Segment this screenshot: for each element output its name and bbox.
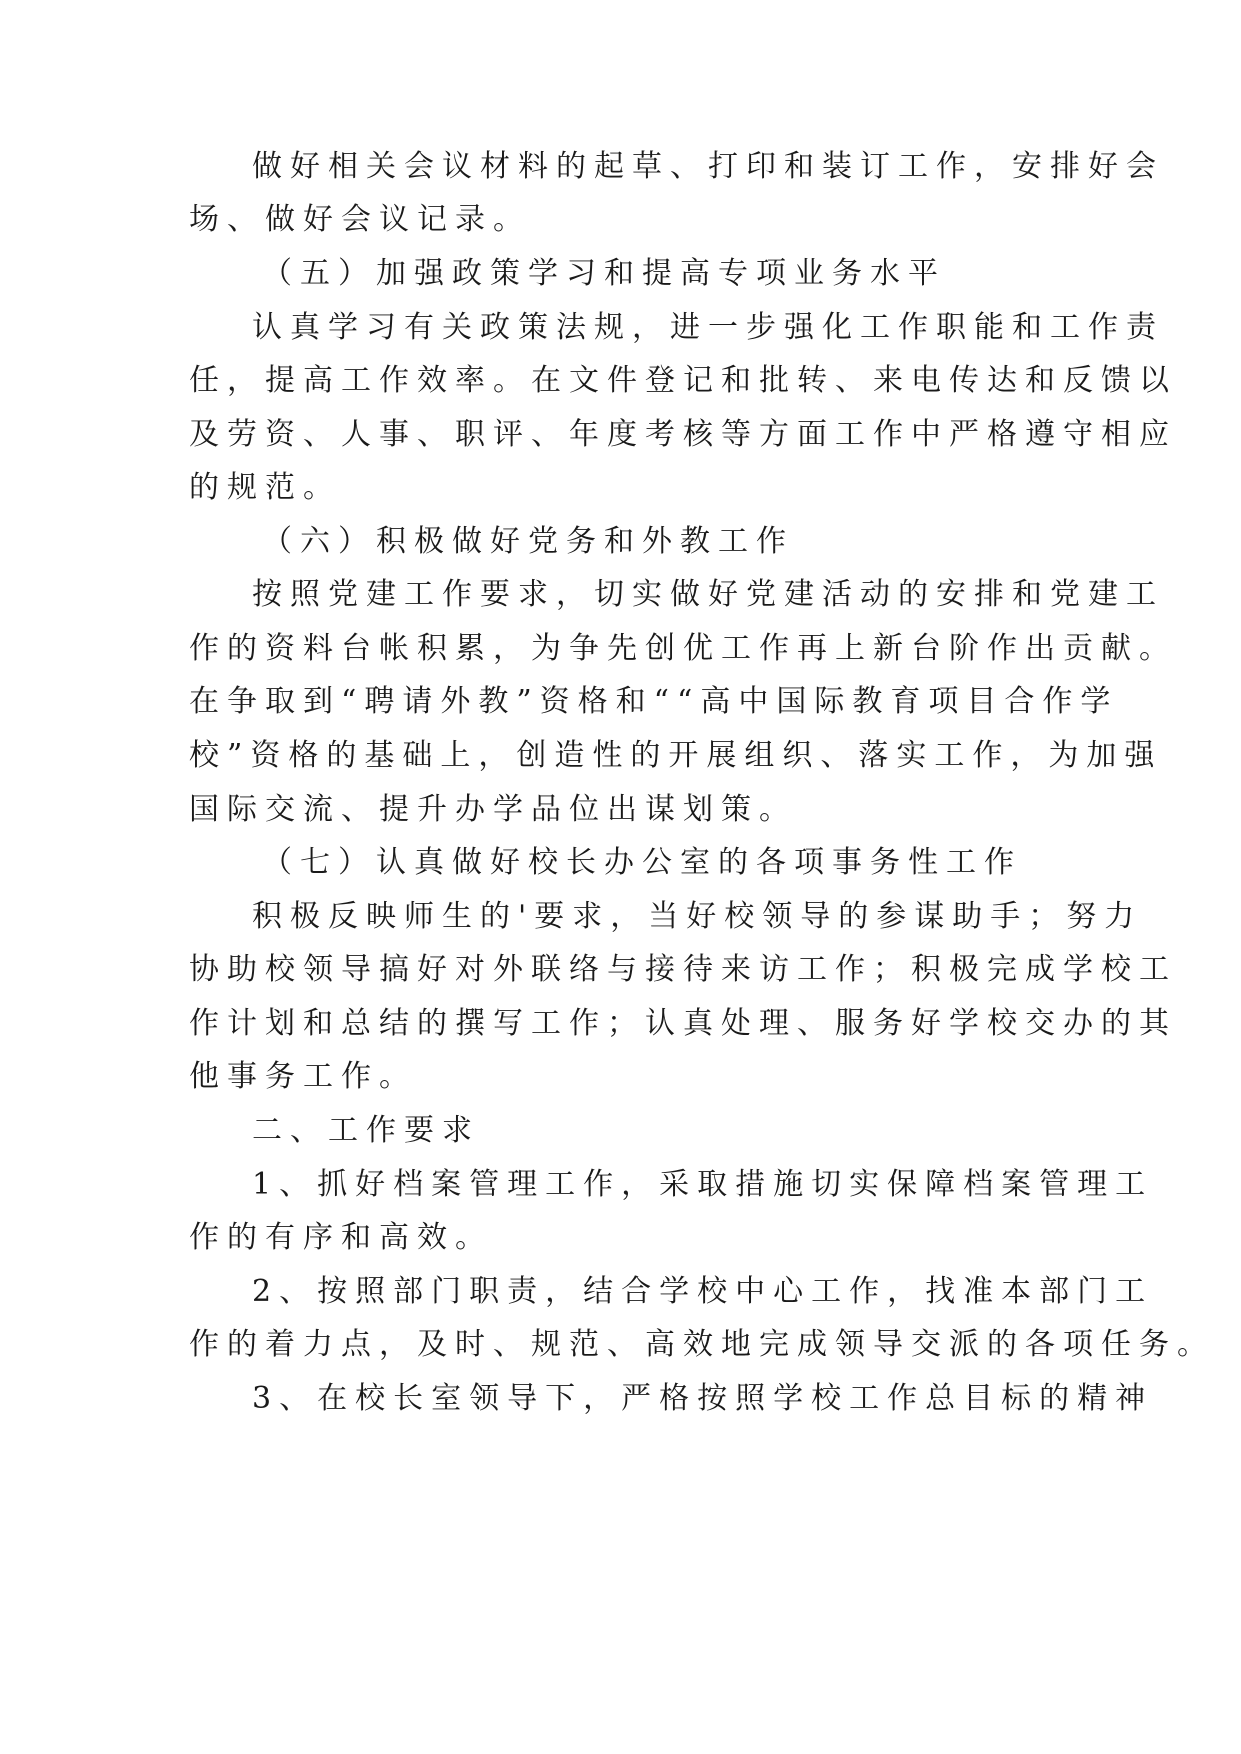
paragraph-line: 在争取到“聘请外教”资格和““高中国际教育项目合作学 (189, 684, 1119, 719)
paragraph-line: 2、按照部门职责，结合学校中心工作，找准本部门工 (252, 1274, 1154, 1309)
section-heading: （六）积极做好党务和外教工作 (262, 524, 794, 559)
paragraph-line: 作计划和总结的撰写工作；认真处理、服务好学校交办的其 (189, 1006, 1177, 1041)
paragraph-line: 按照党建工作要求，切实做好党建活动的安排和党建工 (252, 577, 1164, 612)
section-heading: 二、工作要求 (252, 1113, 480, 1148)
paragraph-line: 的规范。 (189, 470, 341, 505)
section-heading: （七）认真做好校长办公室的各项事务性工作 (262, 845, 1022, 880)
paragraph-line: 校”资格的基础上，创造性的开展组织、落实工作，为加强 (189, 738, 1163, 773)
paragraph-line: 国际交流、提升办学品位出谋划策。 (189, 792, 797, 827)
paragraph-line: 作的资料台帐积累，为争先创优工作再上新台阶作出贡献。 (189, 631, 1177, 666)
paragraph-line: 3、在校长室领导下，严格按照学校工作总目标的精神 (252, 1381, 1154, 1416)
paragraph-line: 任，提高工作效率。在文件登记和批转、来电传达和反馈以 (189, 363, 1177, 398)
section-heading: （五）加强政策学习和提高专项业务水平 (262, 256, 946, 291)
paragraph-line: 做好相关会议材料的起草、打印和装订工作，安排好会 (252, 149, 1164, 184)
paragraph-line: 1、抓好档案管理工作，采取措施切实保障档案管理工 (252, 1167, 1154, 1202)
paragraph-line: 他事务工作。 (189, 1059, 417, 1094)
paragraph-line: 及劳资、人事、职评、年度考核等方面工作中严格遵守相应 (189, 417, 1177, 452)
paragraph-line: 认真学习有关政策法规，进一步强化工作职能和工作责 (252, 310, 1164, 345)
paragraph-line: 积极反映师生的'要求，当好校领导的参谋助手；努力 (252, 899, 1143, 934)
paragraph-line: 作的有序和高效。 (189, 1220, 493, 1255)
paragraph-line: 作的着力点，及时、规范、高效地完成领导交派的各项任务。 (189, 1327, 1215, 1362)
paragraph-line: 协助校领导搞好对外联络与接待来访工作；积极完成学校工 (189, 952, 1177, 987)
paragraph-line: 场、做好会议记录。 (189, 202, 531, 237)
